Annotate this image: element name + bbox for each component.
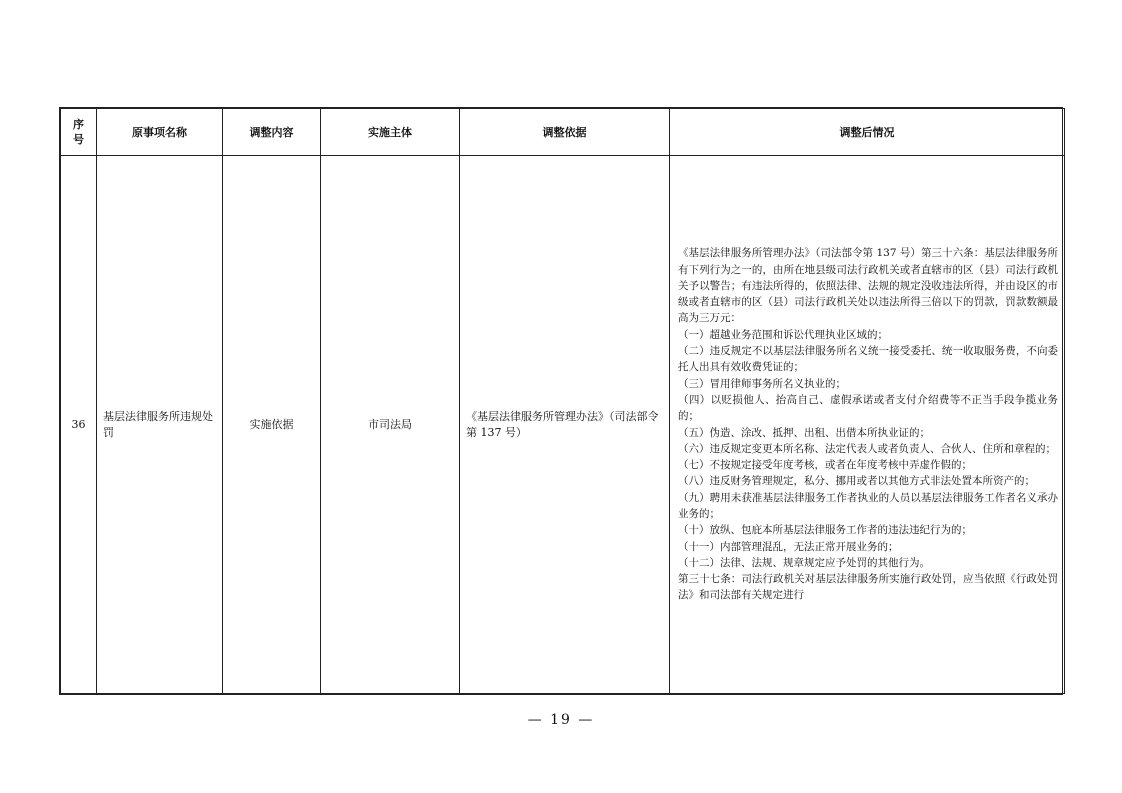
- table-header-row: [61, 109, 1065, 156]
- result-line-item-4: （四）以贬损他人、抬高自己、虚假承诺或者支付介绍费等不正当手段争揽业务的；: [678, 393, 1058, 423]
- result-line-item-9: （九）聘用未获准基层法律服务工作者执业的人员以基层法律服务工作者名义承办业务的；: [678, 491, 1058, 520]
- adjustment-table-frame: [59, 107, 1063, 695]
- result-line-item-3: （三）冒用律师事务所名义执业的；: [678, 377, 846, 390]
- header-result: 调整后情况: [670, 109, 1065, 156]
- row-original-item: 基层法律服务所违规处罚: [97, 156, 223, 694]
- row-basis: 《基层法律服务所管理办法》（司法部令第 137 号）: [460, 156, 670, 694]
- page-number: — 19 —: [527, 712, 595, 728]
- header-serial-number: [61, 109, 97, 156]
- result-line-item-1: （一）超越业务范围和诉讼代理执业区域的；: [678, 328, 888, 341]
- result-line-item-2: （二）违反规定不以基层法律服务所名义统一接受委托、统一收取服务费，不向委托人出具有效收费凭证的；: [678, 345, 1058, 374]
- header-serial-line2: 号: [73, 133, 84, 146]
- header-basis: 调整依据: [460, 109, 670, 156]
- result-line-item-12: （十二）法律、法规、规章规定应予处罚的其他行为。: [678, 556, 930, 569]
- result-line-article-37: 第三十七条：司法行政机关对基层法律服务所实施行政处罚，应当依照《行政处罚法》和司法部有关规定进行: [678, 573, 1058, 602]
- result-line-item-7: （七）不按规定接受年度考核，或者在年度考核中弄虚作假的；: [678, 459, 972, 472]
- row-result: [670, 156, 1065, 694]
- result-line-item-5: （五）伪造、涂改、抵押、出租、出借本所执业证的；: [678, 426, 930, 439]
- result-line-item-6: （六）违反规定变更本所名称、法定代表人或者负责人、合伙人、住所和章程的；: [678, 442, 1056, 455]
- row-subject: 市司法局: [321, 156, 460, 694]
- row-serial-number: 36: [61, 156, 97, 694]
- header-original-item: 原事项名称: [97, 109, 223, 156]
- header-adjustment: 调整内容: [223, 109, 321, 156]
- result-line-item-11: （十一）内部管理混乱，无法正常开展业务的；: [678, 540, 899, 553]
- adjustment-table: [60, 108, 1065, 694]
- result-line-item-10: （十）放纵、包庇本所基层法律服务工作者的违法违纪行为的；: [678, 524, 972, 537]
- row-adjustment: 实施依据: [223, 156, 321, 694]
- header-subject: 实施主体: [321, 109, 460, 156]
- result-line-item-8: （八）违反财务管理规定，私分、挪用或者以其他方式非法处置本所资产的；: [678, 475, 1035, 488]
- table-row: [61, 156, 1065, 694]
- header-serial-line1: 序: [73, 118, 84, 131]
- result-line-article-36: 《基层法律服务所管理办法》（司法部令第 137 号）第三十六条：基层法律服务所有下列行为之一的，由所在地县级司法行政机关或者直辖市的区（县）司法行政机关予以警告；有违法所得的，依照法律、法规的规定没收违法所得，并由设区的市级或者直辖市的区（县）司法行政机关处以违法所得三倍以下的罚款，罚款数额最高为三万元：: [678, 247, 1058, 325]
